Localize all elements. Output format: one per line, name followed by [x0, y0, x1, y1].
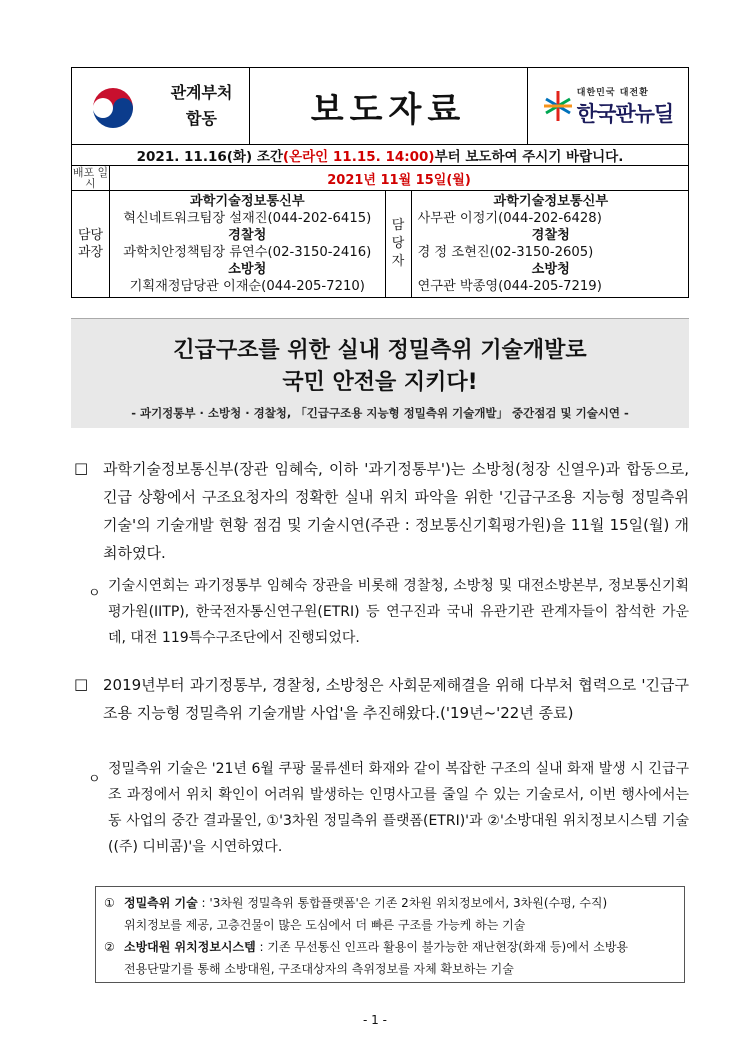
contact-person: 과학치안정책팀장 류연수(02-3150-2416) [123, 245, 372, 260]
embargo-notice [72, 145, 688, 166]
contact-org: 경찰청 [228, 228, 267, 243]
contact-org: 과학기술정보통신부 [189, 194, 305, 209]
department-label [154, 68, 249, 144]
paragraph-3: 2019년부터 과기정통부, 경찰청, 소방청은 사회문제해결을 위해 다부처 협력으로 '긴급구조용 지능형 정밀측위 기술개발 사업'을 추진해왔다.('19년~'22년 종료) [103, 676, 689, 722]
note-1-text: : '3차원 정밀측위 통합플랫폼'은 기존 2차원 위치정보에서, 3차원(수평, 수직) [197, 896, 608, 910]
page-number: - 1 - [363, 1013, 387, 1027]
paragraph-4: 정밀측위 기술은 '21년 6월 쿠팡 물류센터 화재와 같이 복잡한 구조의 실내 화재 발생 시 긴급구조 과정에서 위치 확인이 어려워 발생하는 인명사고를 줄일 수 있는 기술로서, 이번 행사에서는 동 사업의 중간 결과물인, ①'3차원 정밀측위 플랫폼(ETRI)'과 ②'소방대원 위치정보시스템 기술((주) 디비콤)'을 시연하였다. [108, 761, 689, 855]
brand-subtitle: 대한민국 대전환 [576, 87, 649, 98]
note-2-text: : 기존 무선통신 인프라 활용이 불가능한 재난현장(화재 등)에서 소방용 [255, 940, 629, 954]
note-1-line2: 위치정보를 제공, 고층건물이 많은 도심에서 더 빠른 구조를 가능케 하는 기술 [124, 918, 526, 932]
manager-label: 담당 과장 [72, 191, 110, 297]
contact-org: 소방청 [228, 262, 267, 277]
note-2-number: ② [104, 940, 115, 954]
contact-person: 혁신네트워크팀장 설재진(044-202-6415) [123, 211, 372, 226]
circle-bullet: ㅇ [88, 586, 101, 601]
new-deal-star-icon [543, 89, 573, 123]
note-2-title: 소방대원 위치정보시스템 [124, 940, 256, 954]
contact-org: 경찰청 [531, 228, 570, 243]
contact-org: 과학기술정보통신부 [493, 194, 609, 209]
taegeuk-emblem-icon [87, 80, 139, 132]
headline-line2: 국민 안전을 지키다! [282, 370, 478, 395]
embargo-online-time: (온라인 11.15. 14:00) [282, 149, 435, 165]
headline-line1: 긴급구조를 위한 실내 정밀측위 기술개발로 [173, 338, 587, 363]
paragraph-2: 기술시연회는 과기정통부 임혜숙 장관을 비롯해 경찰청, 소방청 및 대전소방본부, 정보통신기획평가원(IITP), 한국전자통신연구원(ETRI) 등 연구진과 국내 유관기관 관계자들이 참석한 가운데, 대전 119특수구조단에서 진행되었다. [108, 578, 689, 646]
staff-label: 담당자 [386, 191, 412, 297]
dept-line1: 관계부처 [170, 83, 233, 102]
contact-person: 기획재정담당관 이재순(044-205-7210) [129, 279, 365, 294]
contact-org: 소방청 [531, 262, 570, 277]
note-2 [104, 936, 676, 958]
release-date-row [72, 166, 688, 191]
square-bullet: □ [74, 675, 89, 693]
header-top-row [72, 68, 688, 145]
circle-bullet: ㅇ [88, 772, 101, 787]
note-1-title: 정밀측위 기술 [124, 896, 198, 910]
contact-person: 연구관 박종영(044-205-7219) [417, 279, 602, 294]
embargo-suffix: 부터 보도하여 주시기 바랍니다. [434, 149, 624, 165]
release-date-value: 2021년 11월 15일(월) [327, 172, 471, 188]
note-1-number: ① [104, 896, 115, 910]
contact-person: 사무관 이정기(044-202-6428) [417, 211, 602, 226]
dept-line2: 합동 [186, 109, 217, 128]
headline [71, 335, 689, 399]
manager-contacts [110, 191, 386, 297]
korean-new-deal-logo [528, 68, 688, 144]
headline-subtitle: - 과기정통부 · 소방청 · 경찰청, 「긴급구조용 지능형 정밀측위 기술개발」 중간점검 및 기술시연 - [131, 406, 629, 420]
square-bullet: □ [74, 459, 89, 477]
release-date-label: 배포 일시 [72, 166, 109, 190]
contact-person: 경 정 조현진(02-3150-2605) [417, 245, 594, 260]
contacts-row [72, 191, 688, 297]
document-title: 보도자료 [249, 68, 528, 144]
brand-name: 한국판뉴딜 [576, 101, 674, 126]
embargo-prefix: 2021. 11.16(화) 조간 [136, 149, 283, 165]
note-1 [104, 892, 676, 914]
note-2-line2: 전용단말기를 통해 소방대원, 구조대상자의 측위정보를 자체 확보하는 기술 [124, 962, 514, 976]
press-release-header [71, 67, 689, 298]
headline-band [71, 318, 689, 428]
paragraph-1: 과학기술정보통신부(장관 임혜숙, 이하 '과기정통부')는 소방청(청장 신열우)과 합동으로, 긴급 상황에서 구조요청자의 정확한 실내 위치 파악을 위한 '긴급구조용 지능형 정밀측위 기술'의 기술개발 현황 점검 및 기술시연(주관 : 정보통신기획평가원)을 11월 15일(월) 개최하였다. [103, 460, 689, 562]
staff-contacts [412, 191, 689, 297]
government-emblem [72, 68, 154, 144]
notes-box [95, 886, 685, 983]
